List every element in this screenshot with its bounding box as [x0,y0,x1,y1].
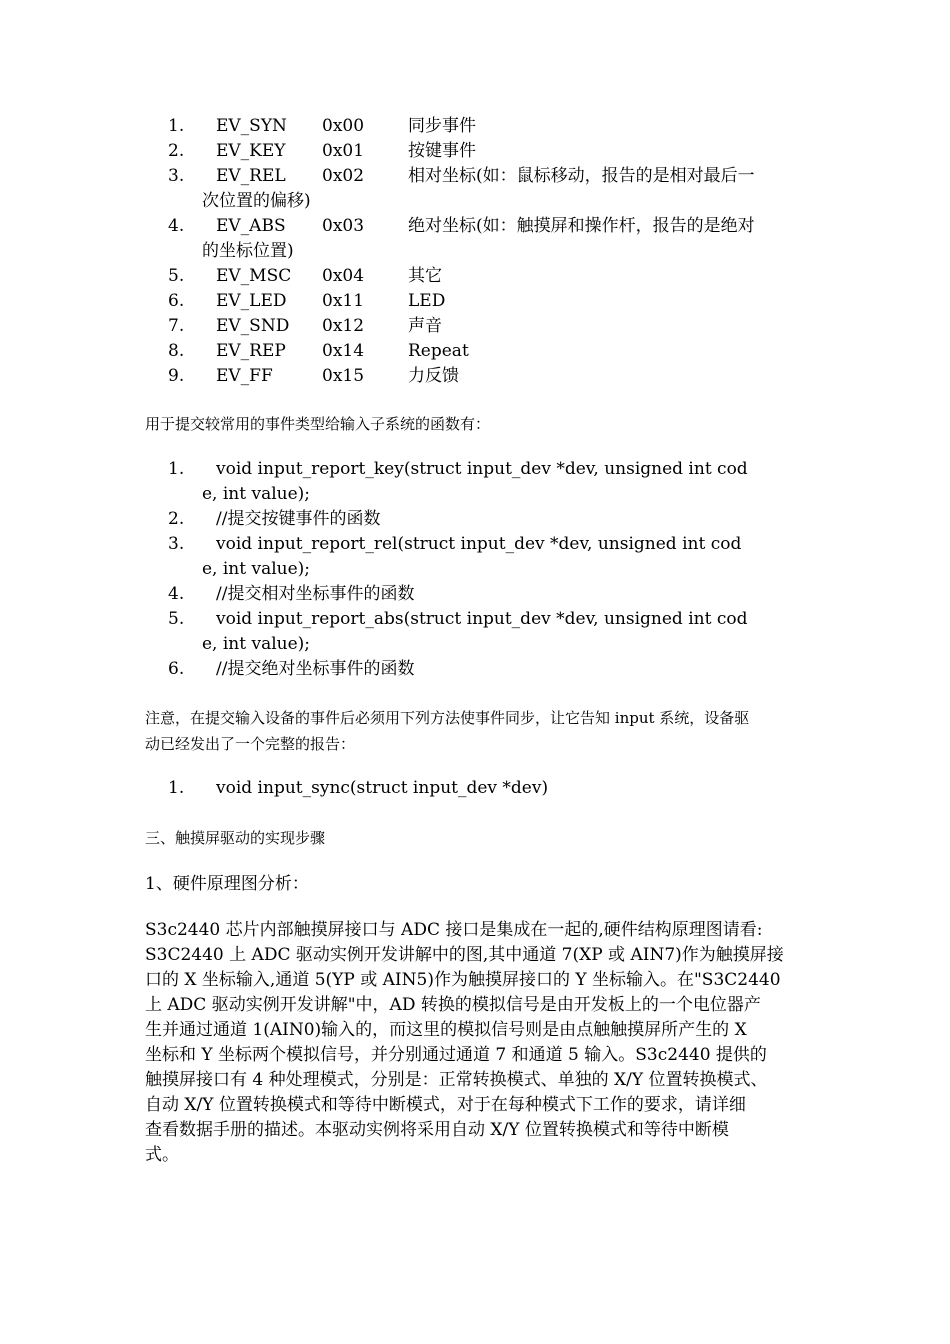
sync-note-line-2: 动已经发出了一个完整的报告： [145,735,356,753]
paragraph-line: 式。 [145,1145,179,1165]
event-code: 0x12 [322,316,365,336]
list-number: 3. [168,166,185,186]
list-number: 5. [168,266,185,286]
event-desc: 绝对坐标(如：触摸屏和操作杆，报告的是绝对 [408,216,755,236]
event-desc-continued: 的坐标位置) [202,241,294,261]
event-code: 0x02 [322,166,365,186]
paragraph-line: 查看数据手册的描述。本驱动实例将采用自动 X/Y 位置转换模式和等待中断模 [145,1120,729,1140]
event-name: EV_KEY [216,141,286,161]
event-desc-continued: 次位置的偏移) [202,191,311,211]
code-comment: //提交相对坐标事件的函数 [216,584,415,604]
paragraph-line: 口的 X 坐标输入,通道 5(YP 或 AIN5)作为触摸屏接口的 Y 坐标输入。在"S3C2440 [145,970,781,990]
event-name: EV_REP [216,341,286,361]
code-line: void input_report_rel(struct input_dev *dev, unsigned int cod [216,534,742,554]
list-number: 1. [168,459,185,479]
sub-heading: 1、硬件原理图分析： [145,874,309,894]
event-name: EV_LED [216,291,287,311]
event-name: EV_FF [216,366,273,386]
list-number: 1. [168,116,185,136]
list-number: 2. [168,141,185,161]
paragraph-line: 上 ADC 驱动实例开发讲解"中，AD 转换的模拟信号是由开发板上的一个电位器产 [145,995,761,1015]
event-desc: 同步事件 [408,116,476,136]
event-desc: Repeat [408,341,469,361]
list-number: 7. [168,316,185,336]
event-desc: 相对坐标(如：鼠标移动，报告的是相对最后一 [408,166,755,186]
code-line-continued: e, int value); [202,484,311,504]
event-code: 0x01 [322,141,365,161]
paragraph-line: 自动 X/Y 位置转换模式和等待中断模式，对于在每种模式下工作的要求，请详细 [145,1095,746,1115]
event-desc: 声音 [408,316,442,336]
list-number: 4. [168,584,185,604]
event-name: EV_SYN [216,116,287,136]
event-code: 0x04 [322,266,365,286]
paragraph-line: 坐标和 Y 坐标两个模拟信号，并分别通过通道 7 和通道 5 输入。S3c2440 提供的 [145,1045,767,1065]
list-number: 5. [168,609,185,629]
code-line: void input_report_abs(struct input_dev *dev, unsigned int cod [216,609,748,629]
event-code: 0x00 [322,116,365,136]
code-line-continued: e, int value); [202,634,311,654]
event-code: 0x14 [322,341,365,361]
event-code: 0x11 [322,291,365,311]
list-number: 1. [168,778,185,798]
event-name: EV_ABS [216,216,286,236]
submit-intro-text: 用于提交较常用的事件类型给输入子系统的函数有： [145,415,491,433]
list-number: 3. [168,534,185,554]
event-name: EV_SND [216,316,290,336]
event-desc: LED [408,291,446,311]
sync-note-line-1: 注意，在提交输入设备的事件后必须用下列方法使事件同步，让它告知 input 系统，设备驱 [145,709,750,727]
event-desc: 其它 [408,266,442,286]
event-desc: 按键事件 [408,141,476,161]
list-number: 6. [168,659,185,679]
list-number: 8. [168,341,185,361]
event-name: EV_REL [216,166,286,186]
section-heading: 三、触摸屏驱动的实现步骤 [145,829,326,847]
event-desc: 力反馈 [408,366,459,386]
code-comment: //提交按键事件的函数 [216,509,381,529]
list-number: 6. [168,291,185,311]
list-number: 2. [168,509,185,529]
code-line: void input_report_key(struct input_dev *dev, unsigned int cod [216,459,748,479]
code-line-continued: e, int value); [202,559,311,579]
paragraph-line: 触摸屏接口有 4 种处理模式，分别是：正常转换模式、单独的 X/Y 位置转换模式、 [145,1070,768,1090]
paragraph-line: S3c2440 芯片内部触摸屏接口与 ADC 接口是集成在一起的,硬件结构原理图请看: [145,920,763,940]
list-number: 4. [168,216,185,236]
code-comment: //提交绝对坐标事件的函数 [216,659,415,679]
paragraph-line: S3C2440 上 ADC 驱动实例开发讲解中的图,其中通道 7(XP 或 AIN7)作为触摸屏接 [145,945,784,965]
event-code: 0x03 [322,216,365,236]
code-line: void input_sync(struct input_dev *dev) [216,778,549,798]
event-name: EV_MSC [216,266,292,286]
list-number: 9. [168,366,185,386]
event-code: 0x15 [322,366,365,386]
paragraph-line: 生并通过通道 1(AIN0)输入的，而这里的模拟信号则是由点触触摸屏所产生的 X [145,1020,747,1040]
